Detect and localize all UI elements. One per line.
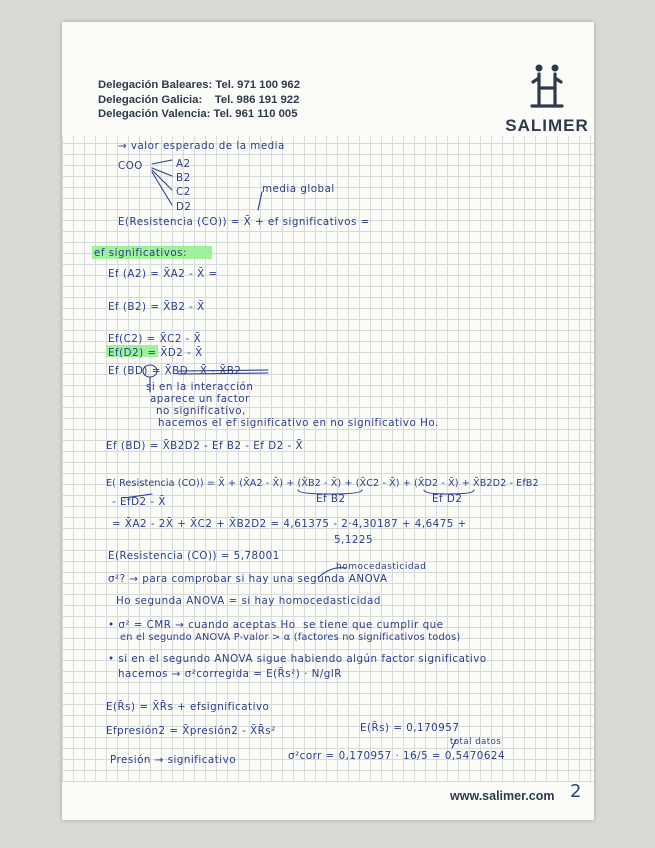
contact-line-baleares: Delegación Baleares: Tel. 971 100 962 [98,79,300,91]
page-number: 2 [570,781,582,802]
note-ef-c2: Ef(C2) = X̄C2 - X̄ [108,333,202,345]
note-a2: A2 [176,158,191,170]
note-e-rs-value: E(R̄s) = 0,170957 [360,722,460,734]
note-ef-significativos: ef significativos: [94,247,187,259]
note-ef-presion: Efpresión2 = X̄presión2 - X̄R̄s² [106,725,276,737]
contact-line-galicia: Delegación Galicia: Tel. 986 191 922 [98,93,300,106]
note-ef-d2-brace: Ef D2 [432,493,463,505]
note-ef-b2-brace: Ef B2 [316,493,346,505]
note-aparece-factor: aparece un factor [150,393,250,405]
note-segundo-anova-factor: • si en el segundo ANOVA sigue habiendo algún factor significativo [108,653,487,665]
note-sigma-comprobar: σ²? → para comprobar si hay una segunda ANOVA [108,573,388,585]
note-sigma-cmr: • σ² = CMR → cuando aceptas Ho se tiene que cumplir que [108,619,444,631]
note-hacemos-ef: hacemos el ef significativo en no significativo Ho. [158,417,439,429]
note-ho-segunda-anova: Ho segunda ANOVA = si hay homocedasticidad [116,595,381,607]
note-media-global: media global [262,183,335,195]
note-ef-d2: Ef(D2) = X̄D2 - X̄ [108,347,203,359]
note-coo: COO [118,160,143,172]
note-homocedasticidad-insert: homocedasticidad [336,562,427,572]
note-d2: D2 [176,201,192,213]
note-e-resistencia-result: E(Resistencia (CO)) = 5,78001 [108,550,280,562]
note-b2: B2 [176,172,191,184]
contact-line-valencia: Delegación Valencia: Tel. 961 110 005 [98,108,298,120]
brand-name: SALIMER [505,116,589,135]
footer-url: www.salimer.com [450,789,555,803]
note-valor-esperado: → valor esperado de la media [118,140,285,152]
note-ef-a2: Ef (A2) = X̄A2 - X̄ = [108,268,218,280]
note-e-resistencia-expanded: E( Resistencia (CO)) = X̄ + (X̄A2 - X̄) + (X̄B2 - X̄) + (X̄C2 - X̄) + (X̄D2 - X̄) + X̄B2D2 - EfB2 [106,478,539,489]
note-ef-bd-crossed: Ef (BD) = X̄BD - X̄ - X̄B2 [108,365,242,377]
note-ef-d2-minus-x: - EfD2 - X̄ [112,496,166,508]
note-total-datos: total datos [450,737,502,747]
note-simplified-sum: = X̄A2 - 2X̄ + X̄C2 + X̄B2D2 = 4,61375 - 2·4,30187 + 4,6475 + [112,518,467,530]
note-si-interaccion: si en la interacción [146,381,254,393]
note-e-resistencia: E(Resistencia (CO)) = X̄ + ef significativos = [118,216,370,228]
note-ef-bd: Ef (BD) = X̄B2D2 - Ef B2 - Ef D2 - X̄ [106,440,303,452]
note-ef-b2: Ef (B2) = X̄B2 - X̄ [108,301,205,313]
note-sigma-corregida: hacemos → σ²corregida = E(R̄s²) · N/glR [118,668,342,680]
note-p-valor: en el segundo ANOVA P-valor > α (factores no significativos todos) [120,632,461,643]
note-c2: C2 [176,186,191,198]
note-e-rs: E(R̄s) = X̄R̄s + efsignificativo [106,701,270,713]
note-presion-significativo: Presión → significativo [110,754,236,766]
note-sigma-corr-value: σ²corr = 0,170957 · 16/5 = 0,5470624 [288,750,506,762]
note-no-significativo: no significativo, [156,405,246,417]
note-value-5-1225: 5,1225 [334,534,374,546]
